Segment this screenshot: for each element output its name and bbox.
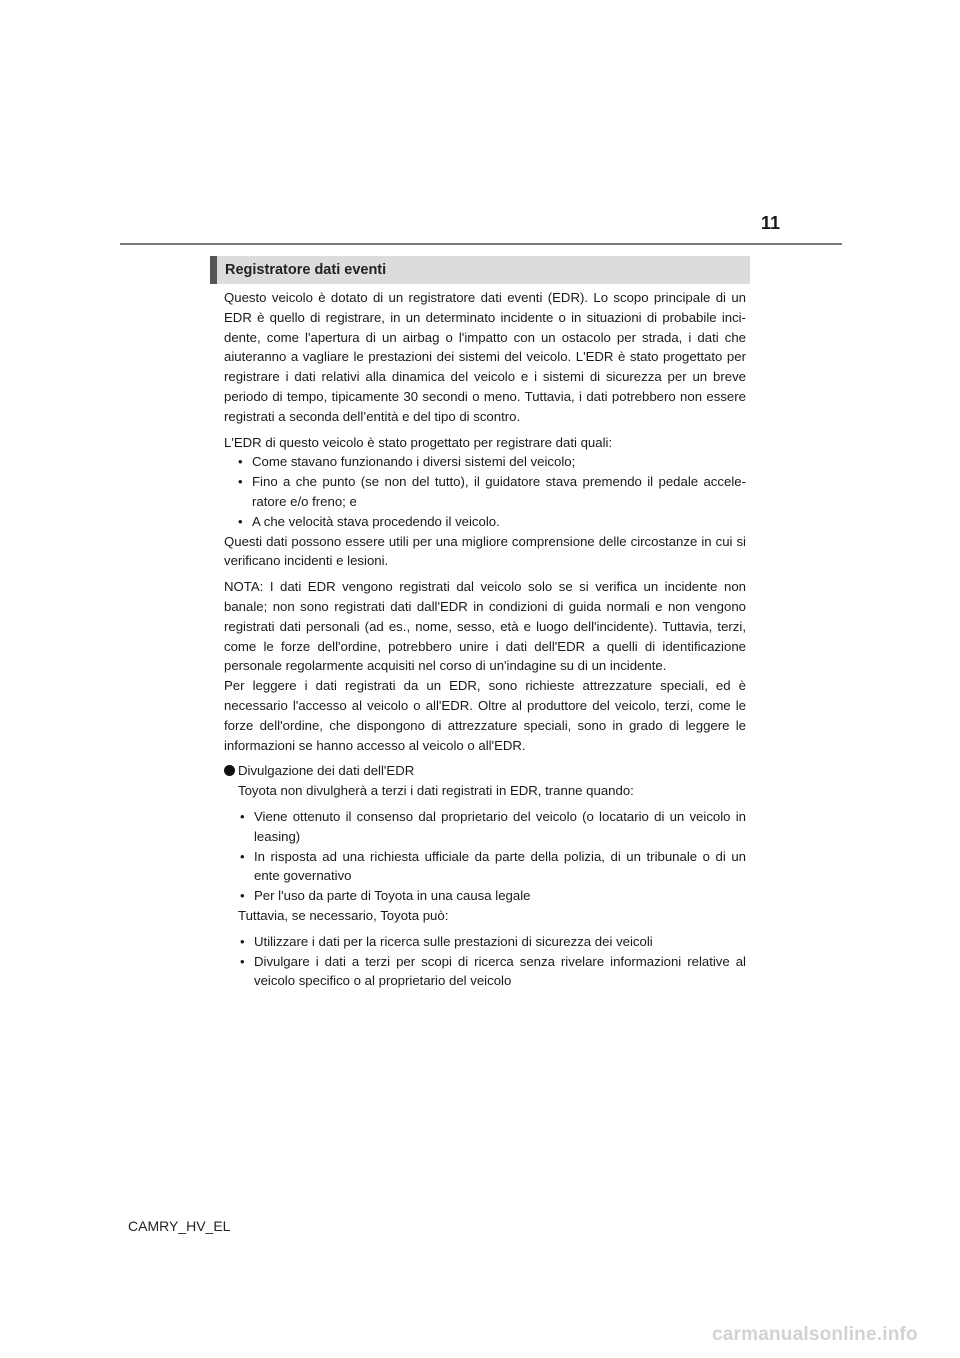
disclosure-intro: Toyota non divulgherà a terzi i dati registrati in EDR, tranne quando:	[238, 783, 634, 799]
disclosure-exceptions-list	[238, 807, 746, 906]
section-body	[224, 288, 746, 991]
list-item: • Viene ottenuto il consenso dal proprietario del veicolo (o locatario di un veicolo in leasing)	[240, 807, 746, 847]
intro-paragraph: Questo veicolo è dotato di un registratore dati eventi (EDR). Lo scopo principale di un EDR è quello di registrare, in un determinato incidente o in situazioni di probabile inci-dente, come l'apertura di un airbag o l'impatto con un ostacolo per strada, i dati che aiuteranno a vagliare le prestazioni dei sistemi del veicolo. L'EDR è stato progettato per registrare i dati relativi alla dinamica del veicolo e i sistemi di sicurezza per un breve periodo di tempo, tipicamente 30 secondi o meno. Tuttavia, i dati potrebbero non essere registrati a seconda dell’entità e del tipo di scontro.	[224, 290, 746, 424]
list-item: • Come stavano funzionando i diversi sistemi del veicolo;	[238, 452, 746, 472]
disclosure-body	[224, 781, 746, 991]
list-outro: Questi dati possono essere utili per una migliore comprensione delle circostanze in cui si verificano incidenti e lesioni.	[224, 533, 746, 569]
page-number: 11	[760, 213, 780, 233]
note-paragraph: NOTA: I dati EDR vengono registrati dal veicolo solo se si verifica un incidente non banale; non sono registrati dati dall'EDR in condizioni di guida normali e non vengono registrati dati personali (ad es., nome, sesso, età e luogo dell'incidente). Tuttavia, terzi, come le forze dell'ordine, potrebbero unire i dati dell'EDR a quelli di identificazione personale regolarmente acquisiti nel corso di un'indagine su di un incidente.	[224, 579, 746, 674]
filled-circle-icon	[224, 765, 235, 776]
list-item: • Fino a che punto (se non del tutto), il guidatore stava premendo il pedale accele-ratore e/o freno; e	[238, 472, 746, 512]
disclosure-title: Divulgazione dei dati dell'EDR	[238, 763, 415, 779]
footer-model-code: CAMRY_HV_EL	[128, 1218, 231, 1234]
disclosure-heading	[224, 761, 746, 781]
list-item: • A che velocità stava procedendo il veicolo.	[238, 512, 746, 532]
list-item: • Divulgare i dati a terzi per scopi di ricerca senza rivelare informazioni relative al veicolo specifico o al proprietario del veicolo	[240, 952, 746, 992]
watermark: carmanualsonline.info	[712, 1324, 918, 1345]
list-item: • Per l'uso da parte di Toyota in una causa legale	[240, 886, 746, 906]
reading-paragraph: Per leggere i dati registrati da un EDR, sono richieste attrezzature speciali, ed è necessario l'accesso al veicolo o all'EDR. Oltre al produttore del veicolo, terzi, come le forze dell'ordine, che dispongono di attrezzature speciali, sono in grado di leggere le informazioni se hanno accesso al veicolo o all'EDR.	[224, 678, 746, 753]
toyota-uses-list	[238, 932, 746, 991]
list-intro: L'EDR di questo veicolo è stato progettato per registrare dati quali:	[224, 434, 613, 450]
section-title: Registratore dati eventi	[210, 256, 750, 284]
disclosure-however: Tuttavia, se necessario, Toyota può:	[238, 907, 449, 923]
list-item: • In risposta ad una richiesta ufficiale da parte della polizia, di un tribunale o di un ente governativo	[240, 847, 746, 887]
list-item: • Utilizzare i dati per la ricerca sulle prestazioni di sicurezza dei veicoli	[240, 932, 746, 952]
recorded-data-list	[224, 452, 746, 531]
header-rule	[120, 243, 842, 245]
